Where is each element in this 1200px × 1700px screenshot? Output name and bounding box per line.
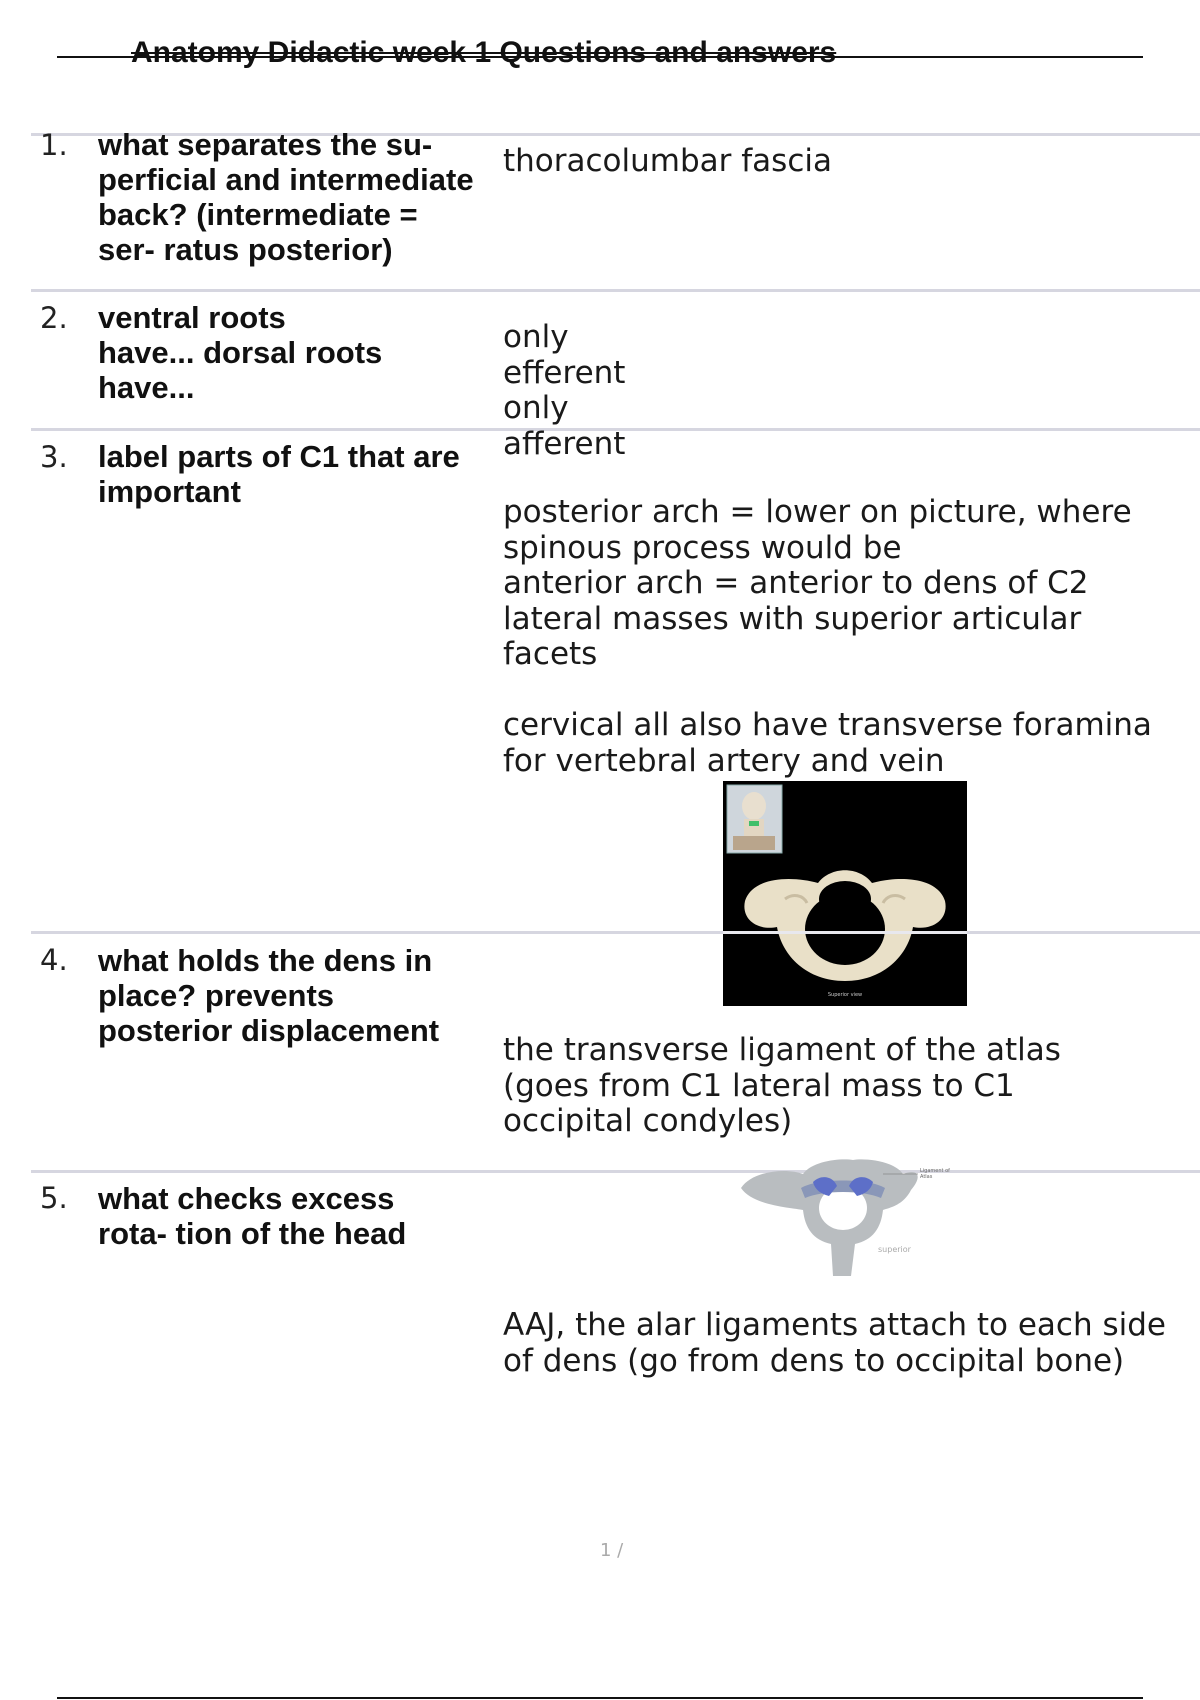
atlas-ligament-illustration [733, 1148, 963, 1280]
image-caption: Superior view [827, 992, 863, 998]
question-text [98, 943, 439, 1048]
answer-line: anterior arch = anterior to dens of C2 [503, 565, 1089, 601]
answer-line: (goes from C1 lateral mass to C1 [503, 1067, 1015, 1104]
answer-line: of dens (go from dens to occipital bone) [503, 1342, 1125, 1379]
question-text [98, 127, 474, 267]
answer-text [503, 495, 1132, 673]
answer-line: the transverse ligament of the atlas [503, 1032, 1061, 1068]
answer-line: AAJ, the alar ligaments attach to each side [503, 1307, 1166, 1343]
answer-line: only [503, 319, 569, 355]
question-number: 2. [40, 301, 68, 335]
question-number: 1. [40, 128, 68, 162]
question-line: label parts of C1 that are [98, 439, 460, 474]
answer-line: lateral masses with superior articular [503, 600, 1082, 637]
image-label: Atlas [920, 1174, 933, 1180]
question-text [98, 439, 460, 509]
answer-text [503, 144, 832, 180]
row-divider [31, 1170, 1200, 1173]
question-text [98, 1181, 406, 1251]
question-line: have... dorsal roots [98, 335, 383, 370]
row-divider [723, 931, 967, 934]
answer-line: thoracolumbar fascia [503, 143, 832, 179]
answer-line: for vertebral artery and vein [503, 742, 945, 779]
answer-line: afferent [503, 425, 626, 462]
image-label: Ligament of [920, 1168, 950, 1174]
question-line: have... [98, 370, 195, 405]
answer-line: facets [503, 636, 598, 672]
question-line: ser- ratus posterior) [98, 232, 393, 267]
question-line: what holds the dens in [98, 943, 433, 978]
question-line: place? prevents [98, 978, 335, 1013]
question-number: 5. [40, 1181, 68, 1215]
answer-line: only [503, 390, 569, 426]
question-line: ventral roots [98, 300, 286, 335]
question-line: important [98, 474, 241, 509]
question-number: 4. [40, 943, 68, 977]
row-divider [31, 931, 1200, 934]
question-line: posterior displacement [98, 1013, 440, 1048]
answer-text [503, 708, 1152, 779]
answer-line: cervical all also have transverse foramina [503, 707, 1152, 743]
transverse-ligament-image [733, 1148, 963, 1280]
footer-rule [57, 1697, 1143, 1699]
answer-line: efferent [503, 354, 626, 391]
answer-text [503, 1308, 1166, 1379]
atlas-vertebra-illustration [723, 781, 967, 1006]
answer-line: spinous process would be [503, 529, 902, 566]
question-line: perficial and intermediate [98, 162, 474, 197]
image-label: superior [878, 1245, 911, 1254]
answer-line: posterior arch = lower on picture, where [503, 494, 1132, 530]
question-line: what separates the su- [98, 127, 433, 162]
answer-text [503, 320, 625, 462]
document-title: Anatomy Didactic week 1 Questions and answers [131, 36, 837, 69]
answer-line: occipital condyles) [503, 1103, 793, 1139]
answer-text [503, 1033, 1061, 1140]
atlas-superior-view-image [723, 781, 967, 1006]
question-line: back? (intermediate = [98, 197, 418, 232]
question-line: what checks excess [98, 1181, 395, 1216]
row-divider [31, 289, 1200, 292]
page-number: 1 / [600, 1540, 624, 1561]
question-text [98, 300, 382, 405]
question-number: 3. [40, 440, 68, 474]
question-line: rota- tion of the head [98, 1216, 407, 1251]
